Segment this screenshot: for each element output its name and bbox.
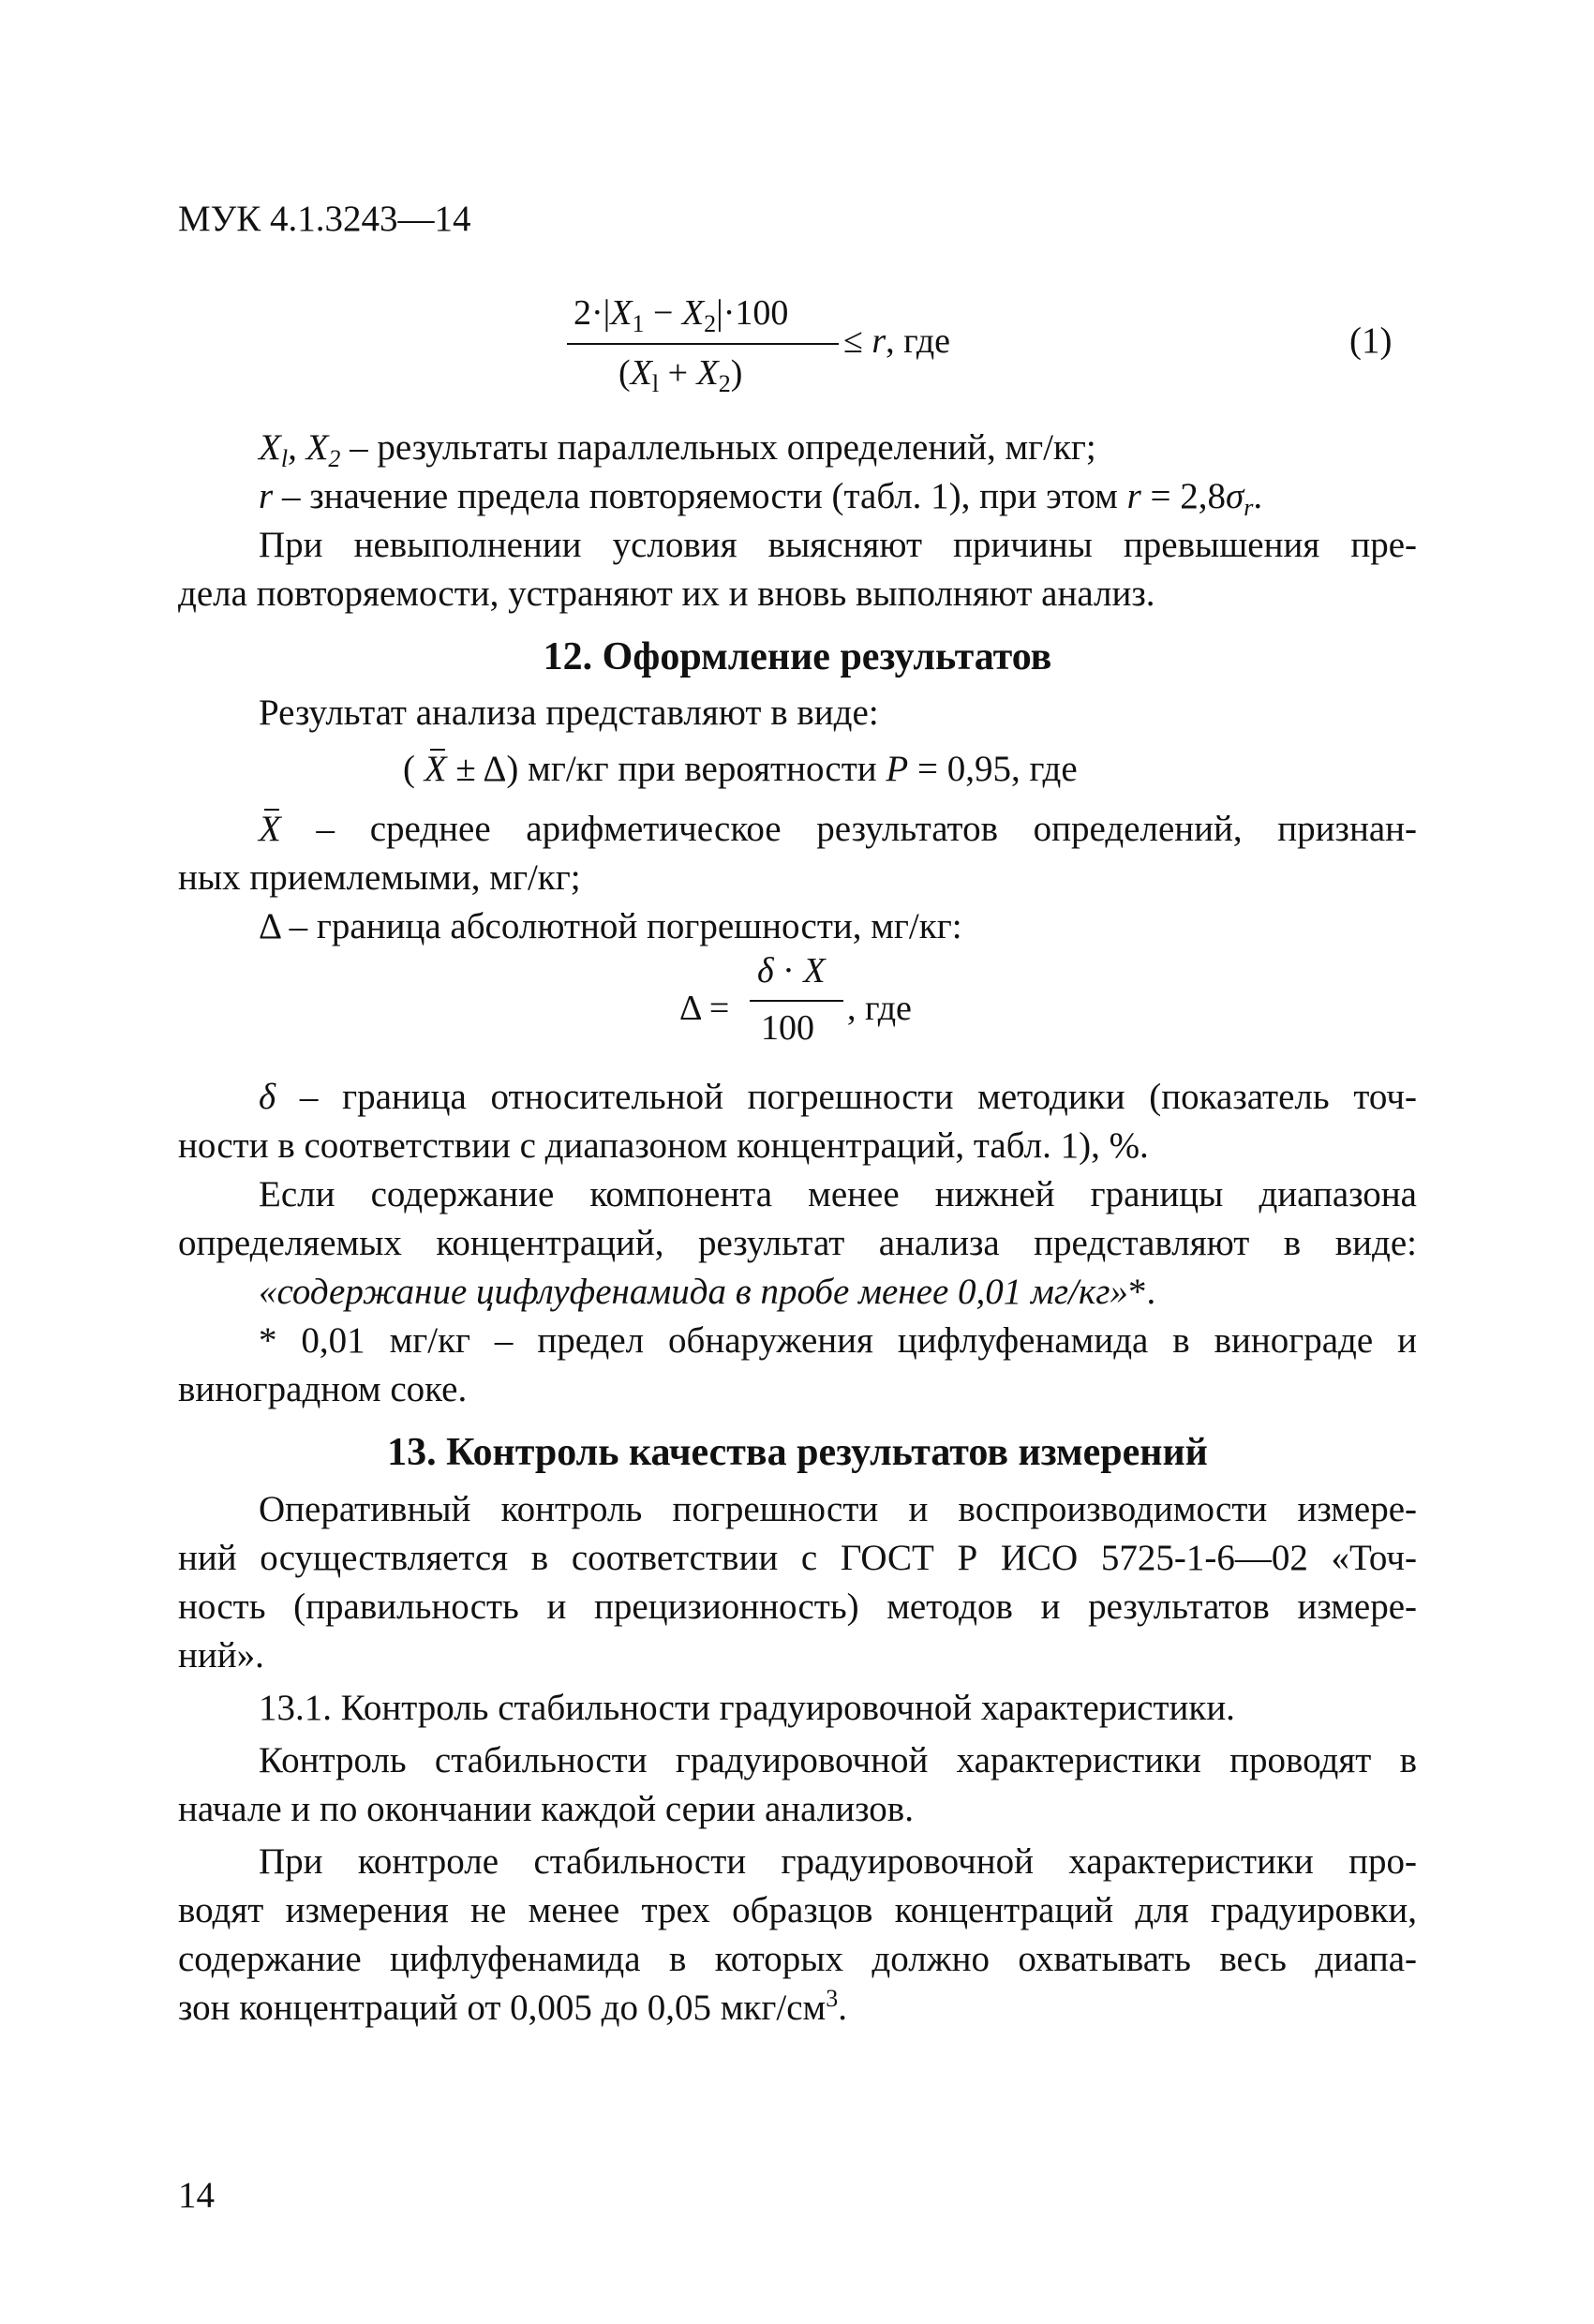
result-form-formula: ( X ± Δ) мг/кг при вероятности P = 0,95, где [403,745,1415,794]
definition-small-delta-line-1: δ – граница относительной погрешности методики (показатель точ- [259,1077,1417,1117]
delta-formula-where: , где [847,989,912,1028]
paragraph-13-line-2: ний осуществляется в соответствии с ГОСТ Р ИСО 5725-1-6—02 «Точ- [178,1538,1417,1578]
paragraph-13-2-line-1: Контроль стабильности градуировочной характеристики проводят в [259,1740,1417,1780]
subsection-13-1-title: 13.1. Контроль стабильности градуировочной характеристики. [259,1688,1235,1728]
formula-1-fraction-bar [567,343,839,345]
definition-x1-x2: $X_l$, $X_2$ – результаты параллельных определений, мг/кг; [259,427,1096,472]
definition-delta: Δ – граница абсолютной погрешности, мг/кг: [259,906,962,946]
section-12-heading: 12. Оформление результатов [543,635,1052,678]
paragraph-13-3-line-4: зон концентраций от 0,005 до 0,05 мкг/$см^3$. [178,1985,847,2028]
definition-small-delta-line-2: ности в соответствии с диапазоном концентраций, табл. 1), %. [178,1125,1149,1166]
definition-xbar-line-2: ных приемлемыми, мг/кг; [178,857,581,898]
running-header: МУК 4.1.3243—14 [178,199,471,239]
delta-formula-fraction-bar [750,1000,843,1002]
delta-formula-numerator: δ · X [757,951,826,991]
footnote-line-2: виноградном соке. [178,1369,468,1409]
paragraph-if-line-2: определяемых концентраций, результат анализа представляют в виде: [178,1223,1417,1263]
paragraph-if-line-1: Если содержание компонента менее нижней границы диапазона [259,1174,1417,1214]
footnote-line-1: * 0,01 мг/кг – предел обнаружения цифлуфенамида в винограде и [259,1320,1417,1361]
paragraph-13-3-line-3: содержание цифлуфенамида в которых должно охватывать весь диапа- [178,1939,1417,1979]
paragraph-13-3-line-1: При контроле стабильности градуировочной характеристики про- [259,1841,1417,1882]
paragraph-13-line-3: ность (правильность и прецизионность) методов и результатов измере- [178,1587,1417,1627]
paragraph-13-line-4: ний». [178,1635,264,1676]
paragraph-13-line-1: Оперативный контроль погрешности и воспроизводимости измере- [259,1489,1417,1529]
paragraph-condition-line-2: дела повторяемости, устраняют их и вновь выполняют анализ. [178,574,1155,614]
paragraph-condition-line-1: При невыполнении условия выясняют причины превышения пре- [259,525,1417,565]
formula-1-relation: ≤ r, где [843,321,951,361]
definition-xbar-line-1: X – среднее арифметическое результатов определений, признан- [259,805,1417,854]
paragraph-13-2-line-2: начале и по окончании каждой серии анализов. [178,1789,914,1829]
paragraph-13-3-line-2: водят измерения не менее трех образцов концентраций для градуировки, [178,1890,1417,1930]
formula-1-numerator: $2\cdot|X_1 - X_2|\cdot 100$ [574,293,789,337]
delta-formula-denominator: 100 [761,1008,814,1048]
formula-1-number: (1) [1349,320,1393,361]
section-13-heading: 13. Контроль качества результатов измерений [387,1431,1208,1474]
definition-r: r – значение предела повторяемости (табл. 1), при этом $r = 2,8\sigma_r$. [259,476,1263,521]
quote-result-below-limit: «содержание цифлуфенамида в пробе менее 0,01 мг/кг»*. [259,1272,1156,1312]
section-12-intro: Результат анализа представляют в виде: [259,693,879,733]
page-number: 14 [178,2175,215,2215]
formula-1-denominator: $(X_l + X_2)$ [618,353,743,397]
delta-formula-lhs: Δ = [679,989,730,1028]
